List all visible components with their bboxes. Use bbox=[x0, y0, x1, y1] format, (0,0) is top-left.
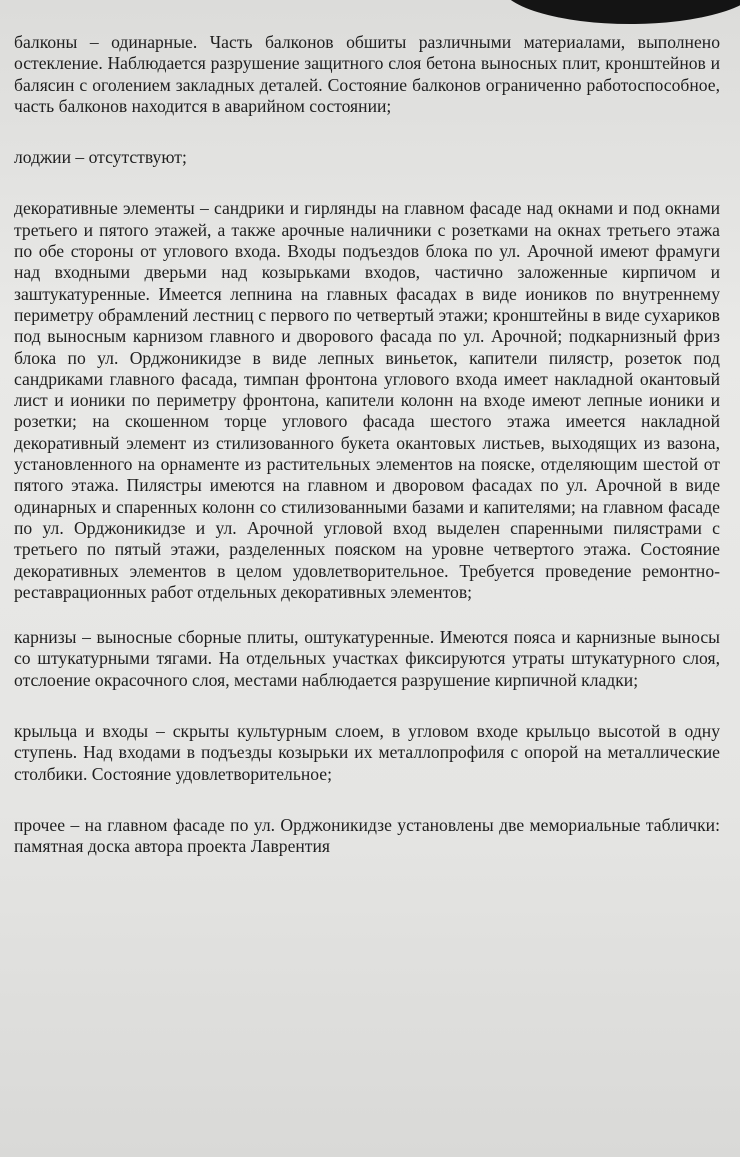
document-body bbox=[14, 32, 720, 888]
paragraph-balconies: балконы – одинарные. Часть балконов обшиты различными материалами, выполнено остекление. Наблюдается разрушение защитного слоя бетона выносных плит, кронштейнов и балясин с оголением закладных деталей. Состояние балконов ограниченно работоспособное, часть балконов находится в аварийном состоянии; bbox=[14, 32, 720, 116]
paragraph-porches-entrances: крыльца и входы – скрыты культурным слоем, в угловом входе крыльцо высотой в одну ступень. Над входами в подъезды козырьки их металлопрофиля с опорой на металлические столбики. Состояние удовлетворительное; bbox=[14, 721, 720, 784]
paragraph-cornices: карнизы – выносные сборные плиты, оштукатуренные. Имеются пояса и карнизные выносы со штукатурными тягами. На отдельных участках фиксируются утраты штукатурного слоя, отслоение окрасочного слоя, местами наблюдается разрушение кирпичной кладки; bbox=[14, 627, 720, 690]
scan-shadow bbox=[500, 0, 740, 24]
paragraph-other: прочее – на главном фасаде по ул. Орджоникидзе установлены две мемориальные таблички: памятная доска автора проекта Лаврентия bbox=[14, 814, 720, 857]
paragraph-loggias: лоджии – отсутствуют; bbox=[14, 147, 187, 168]
paragraph-decorative-elements: декоративные элементы – сандрики и гирлянды на главном фасаде над окнами и под окнами третьего и пятого этажей, а также арочные наличники с розетками на окнах третьего этажа по обе стороны от углового входа. Входы подъездов блока по ул. Арочной имеют фрамуги над входными дверьми над козырьками входов, частично заложенные кирпичом и заштукатуренные. Имеется лепнина на главных фасадах в виде иоников по внутреннему периметру обрамлений лестниц с первого по четвертый этажи; кронштейны в виде сухариков под выносным карнизом главного и дворового фасада по ул. Арочной; подкарнизный фриз блока по ул. Орджоникидзе в виде лепных виньеток, капители пилястр, розеток под сандриками главного фасада, тимпан фронтона углового входа имеет накладной окантовый лист и ионики по периметру фронтона, капители колонн на входе имеют лепные ионики и розетки; на скошенном торце углового фасада шестого этажа имеется накладной декоративный элемент из стилизованного букета окантовых листьев, выходящих из вазона, установленного на орнаменте из растительных элементов на пояске, отделяющим шестой от пятого этажа. Пилястры имеются на главном и дворовом фасадах по ул. Арочной в виде одинарных и спаренных колонн со стилизованными базами и капителями; на главном фасаде по ул. Орджоникидзе и ул. Арочной угловой вход выделен спаренными пилястрами с третьего по пятый этажи, разделенных пояском на уровне четвертого этажа. Состояние декоративных элементов в целом удовлетворительное. Требуется проведение ремонтно-реставрационных работ отдельных декоративных элементов; bbox=[14, 198, 720, 602]
